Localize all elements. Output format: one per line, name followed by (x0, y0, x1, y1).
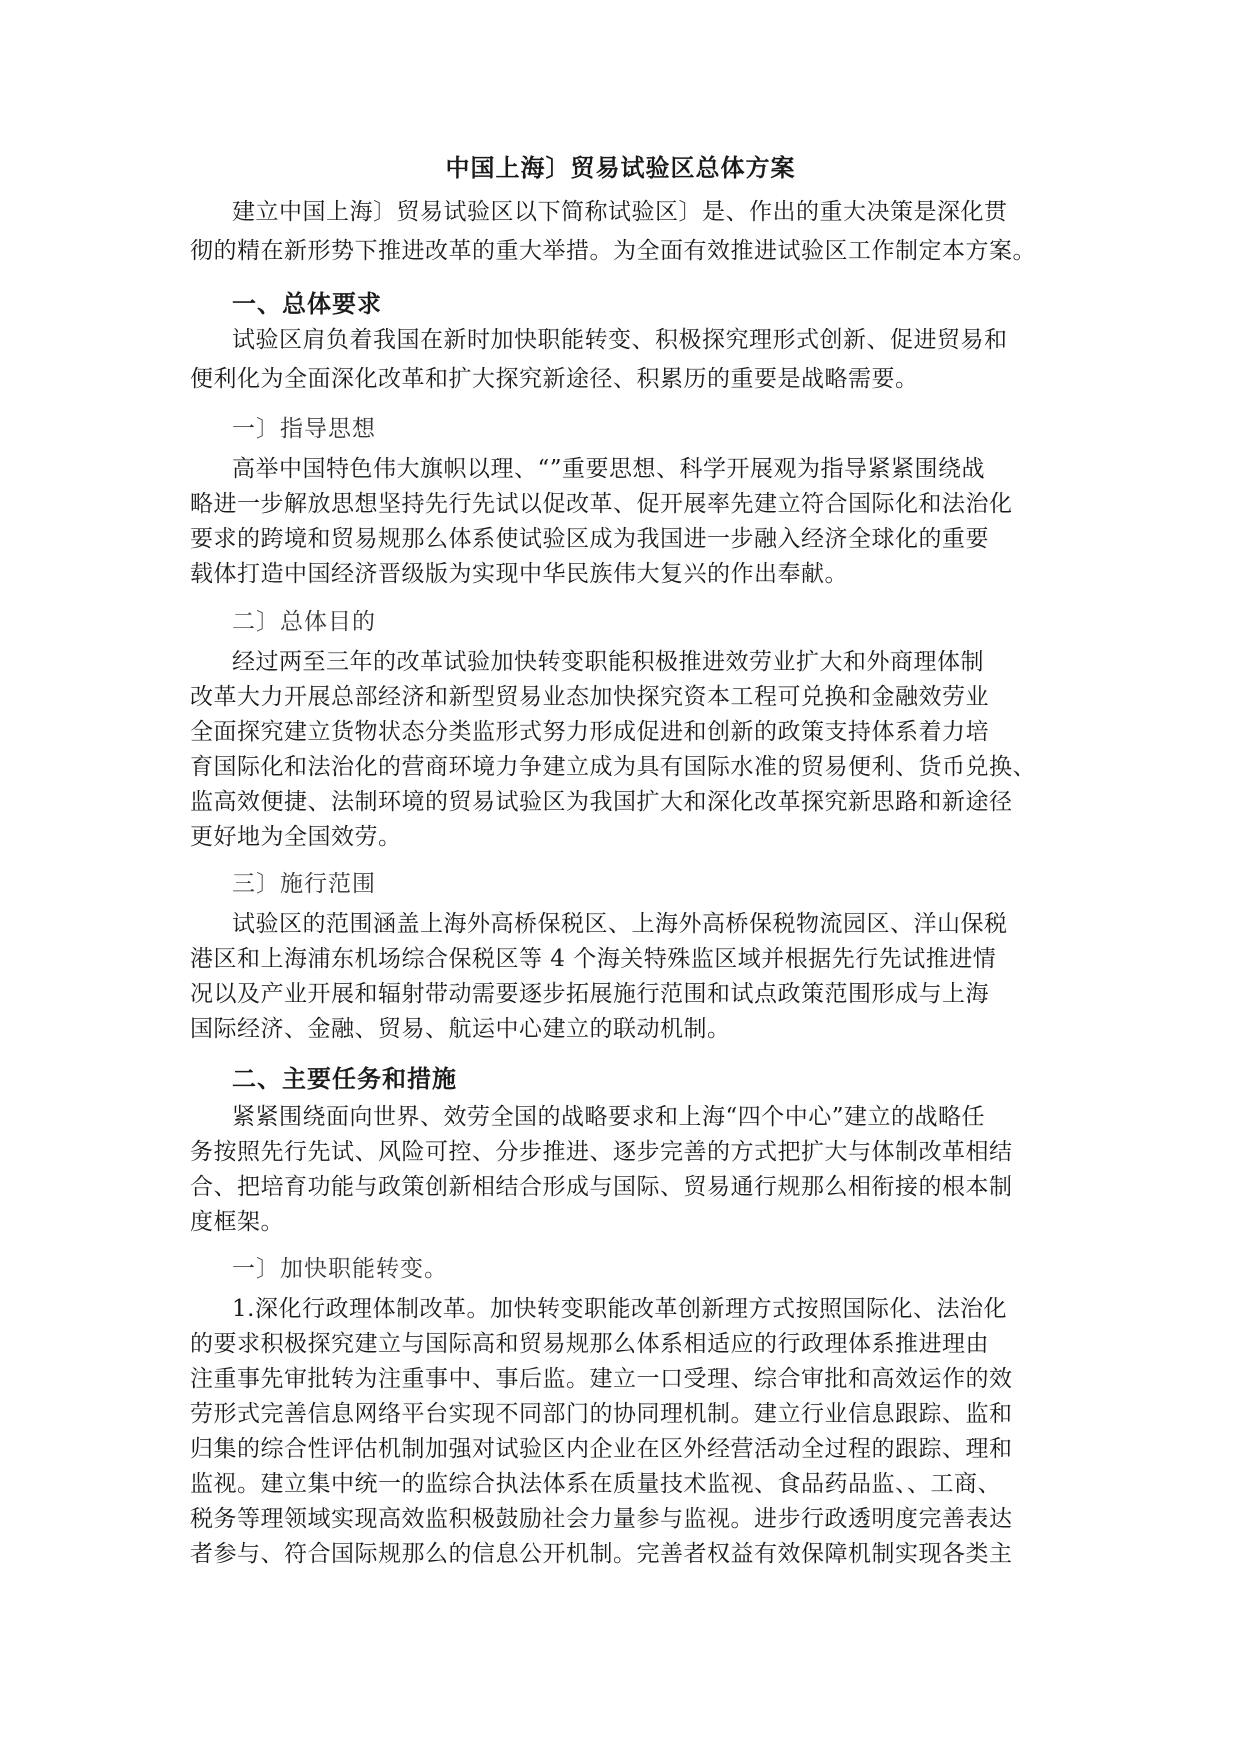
paragraph-line: 要求的跨境和贸易规那么体系使试验区成为我国进一步融入经济全球化的重要 (190, 526, 989, 552)
paragraph-line: 的要求积极探究建立与国际高和贸易规那么体系相适应的行政理体系推进理由 (190, 1331, 989, 1357)
paragraph-line: 育国际化和法治化的营商环境力争建立成为具有国际水准的贸易便利、货币兑换、 (190, 754, 1036, 780)
subsection-label: 三〕施行范围 (232, 871, 376, 897)
paragraph-line: 税务等理领域实现高效监积极鼓励社会力量参与监视。进步行政透明度完善表达 (190, 1506, 1013, 1532)
section-heading: 二、主要任务和措施 (232, 1065, 457, 1093)
section-heading: 一、总体要求 (232, 290, 382, 318)
paragraph-line: 度框架。 (190, 1209, 284, 1235)
paragraph-line: 监视。建立集中统一的监综合执法体系在质量技术监视、食品药品监、、工商、 (190, 1471, 1001, 1497)
paragraph-line: 国际经济、金融、贸易、航运中心建立的联动机制。 (190, 1016, 731, 1042)
paragraph-line: 1.深化行政理体制改革。加快转变职能改革创新理方式按照国际化、法治化 (232, 1296, 1007, 1322)
paragraph-line: 高举中国特色伟大旗帜以理、“”重要思想、科学开展观为指导紧紧围绕战 (232, 456, 986, 482)
subsection-label: 一〕指导思想 (232, 416, 376, 442)
paragraph-line: 更好地为全国效劳。 (190, 824, 402, 850)
paragraph-line: 监高效便捷、法制环境的贸易试验区为我国扩大和深化改革探究新思路和新途径 (190, 789, 1013, 815)
paragraph-line: 载体打造中国经济晋级版为实现中华民族伟大复兴的作出奉献。 (190, 561, 848, 587)
paragraph-line: 试验区肩负着我国在新时加快职能转变、积极探究理形式创新、促进贸易和 (232, 327, 1008, 353)
paragraph-line: 港区和上海浦东机场综合保税区等 4 个海关特殊监区域并根据先行先试推进情 (190, 946, 997, 972)
document-title: 中国上海〕贸易试验区总体方案 (445, 154, 796, 182)
paragraph-line: 经过两至三年的改革试验加快转变职能积极推进效劳业扩大和外商理体制 (232, 649, 984, 675)
paragraph-line: 便利化为全面深化改革和扩大探究新途径、积累历的重要是战略需要。 (190, 366, 919, 392)
subsection-label: 一〕加快职能转变。 (232, 1256, 448, 1282)
intro-line: 建立中国上海〕贸易试验区以下简称试验区〕是、作出的重大决策是深化贯 (232, 199, 1008, 225)
paragraph-line: 紧紧围绕面向世界、效劳全国的战略要求和上海“四个中心”建立的战略任 (232, 1104, 986, 1130)
intro-line: 彻的精在新形势下推进改革的重大举措。为全面有效推进试验区工作制定本方案。 (190, 238, 1036, 264)
paragraph-line: 注重事先审批转为注重事中、事后监。建立一口受理、综合审批和高效运作的效 (190, 1366, 1013, 1392)
paragraph-line: 者参与、符合国际规那么的信息公开机制。完善者权益有效保障机制实现各类主 (190, 1541, 1013, 1567)
subsection-label: 二〕总体目的 (232, 609, 376, 635)
paragraph-line: 归集的综合性评估机制加强对试验区内企业在区外经营活动全过程的跟踪、理和 (190, 1436, 1013, 1462)
paragraph-line: 劳形式完善信息网络平台实现不同部门的协同理机制。建立行业信息跟踪、监和 (190, 1401, 1013, 1427)
paragraph-line: 况以及产业开展和辐射带动需要逐步拓展施行范围和试点政策范围形成与上海 (190, 981, 989, 1007)
paragraph-line: 全面探究建立货物状态分类监形式努力形成促进和创新的政策支持体系着力培 (190, 719, 989, 745)
paragraph-line: 试验区的范围涵盖上海外高桥保税区、上海外高桥保税物流园区、洋山保税 (232, 911, 1008, 937)
paragraph-line: 务按照先行先试、风险可控、分步推进、逐步完善的方式把扩大与体制改革相结 (190, 1139, 1013, 1165)
paragraph-line: 改革大力开展总部经济和新型贸易业态加快探究资本工程可兑换和金融效劳业 (190, 684, 989, 710)
paragraph-line: 略进一步解放思想坚持先行先试以促改革、促开展率先建立符合国际化和法治化 (190, 491, 1013, 517)
paragraph-line: 合、把培育功能与政策创新相结合形成与国际、贸易通行规那么相衔接的根本制 (190, 1174, 1013, 1200)
